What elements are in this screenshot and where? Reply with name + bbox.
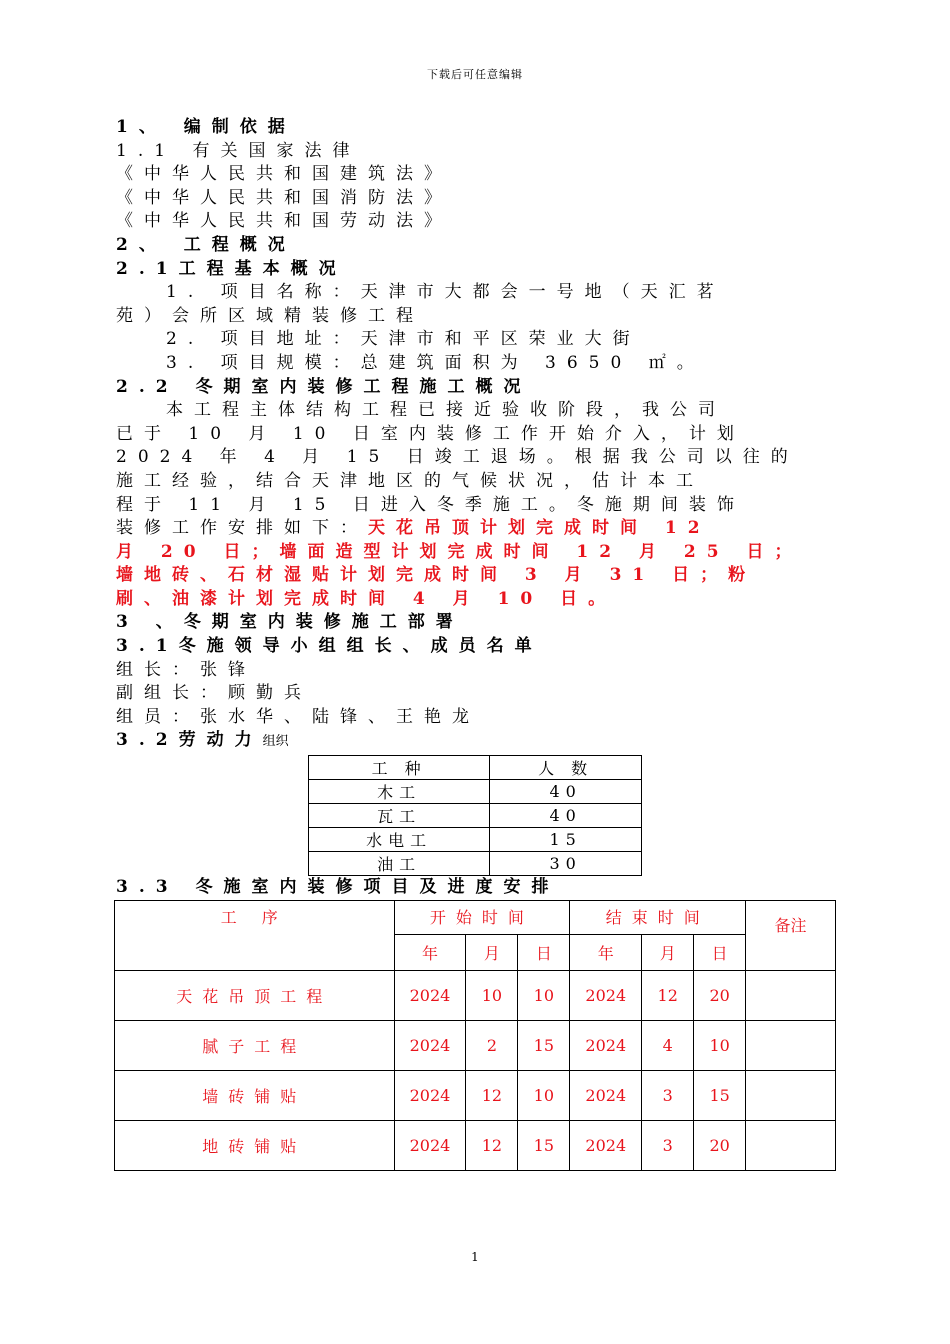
section-3-2-title: 3.2劳动力	[116, 730, 263, 751]
overview-paragraph-line-2: 已于 10 月 10 日室内装修工作开始介入，计划	[116, 423, 745, 444]
schedule-note	[746, 1021, 836, 1071]
schedule-header-start: 开始时间	[394, 901, 570, 935]
table-row	[309, 828, 642, 852]
schedule-end-month: 3	[642, 1071, 694, 1121]
table-row	[309, 780, 642, 804]
table-row	[309, 852, 642, 876]
schedule-end-year: 2024	[570, 1121, 642, 1171]
section-3-3-heading: 3.3 冬施室内装修项目及进度安排	[116, 877, 560, 897]
project-name-line-1: 1. 项目名称：天津市大都会一号地（天汇茗	[166, 282, 725, 303]
schedule-note	[746, 971, 836, 1021]
project-address: 2. 项目地址：天津市和平区荣业大街	[166, 329, 641, 350]
section-3-1-heading: 3.1冬施领导小组组长、成员名单	[116, 636, 543, 657]
overview-paragraph-line-5: 程于 11 月 15 日进入冬季施工。冬施期间装饰	[116, 494, 745, 515]
table-row	[115, 1021, 836, 1071]
labor-table-header	[309, 756, 642, 780]
schedule-end-year: 2024	[570, 971, 642, 1021]
schedule-highlight-3: 墙地砖、石材湿贴计划完成时间 3 月 31 日；粉	[116, 565, 757, 586]
law-labor: 《中华人民共和国劳动法》	[116, 211, 452, 232]
schedule-sub-month: 月	[466, 935, 518, 971]
table-row	[115, 1071, 836, 1121]
schedule-end-month: 4	[642, 1021, 694, 1071]
schedule-start-month: 12	[466, 1071, 518, 1121]
schedule-end-day: 15	[694, 1071, 746, 1121]
schedule-end-day: 10	[694, 1021, 746, 1071]
schedule-end-year: 2024	[570, 1021, 642, 1071]
schedule-header-task: 工 序	[115, 901, 395, 971]
labor-count: 40	[490, 804, 642, 828]
schedule-start-month: 12	[466, 1121, 518, 1171]
labor-header-trade: 工 种	[309, 756, 490, 780]
schedule-start-month: 2	[466, 1021, 518, 1071]
overview-paragraph-line-4: 施工经验，结合天津地区的气候状况，估计本工	[116, 470, 704, 491]
schedule-note	[746, 1121, 836, 1171]
law-fire: 《中华人民共和国消防法》	[116, 187, 452, 208]
labor-count: 15	[490, 828, 642, 852]
page-number: 1	[471, 1250, 479, 1264]
overview-paragraph-line-6	[116, 517, 836, 541]
page-header-note: 下载后可任意编辑	[427, 68, 523, 81]
schedule-highlight-1: 天花吊顶计划完成时间 12	[368, 518, 711, 539]
schedule-start-year: 2024	[394, 1121, 466, 1171]
schedule-start-year: 2024	[394, 971, 466, 1021]
schedule-sub-year: 年	[394, 935, 466, 971]
labor-trade: 木工	[309, 780, 490, 804]
section-1-heading: 1、 编制依据	[116, 117, 296, 137]
labor-table	[308, 755, 642, 876]
schedule-highlight-4: 刷、油漆计划完成时间 4 月 10 日。	[116, 588, 617, 609]
schedule-sub-day: 日	[694, 935, 746, 971]
schedule-highlight-2: 月 20 日；墙面造型计划完成时间 12 月 25 日；	[116, 541, 803, 562]
section-2-heading: 2、 工程概况	[116, 234, 296, 255]
law-construction: 《中华人民共和国建筑法》	[116, 164, 452, 185]
schedule-table	[114, 900, 836, 1171]
schedule-end-day: 20	[694, 1121, 746, 1171]
schedule-header-note: 备注	[746, 901, 836, 971]
team-vice-leader: 副组长：顾勤兵	[116, 683, 312, 704]
team-leader: 组长：张锋	[116, 659, 256, 680]
schedule-note	[746, 1071, 836, 1121]
section-3-heading: 3 、冬期室内装修施工部署	[116, 612, 464, 633]
team-members: 组员：张水华、陆锋、王艳龙	[116, 706, 480, 727]
section-1-1-heading: 1.1 有关国家法律	[116, 140, 361, 161]
schedule-sub-year: 年	[570, 935, 642, 971]
schedule-start-day: 10	[518, 1071, 570, 1121]
labor-trade: 瓦工	[309, 804, 490, 828]
project-name-line-2: 苑）会所区域精装修工程	[116, 305, 424, 326]
schedule-task: 腻子工程	[115, 1021, 395, 1071]
schedule-start-day: 15	[518, 1021, 570, 1071]
schedule-task: 天花吊顶工程	[115, 971, 395, 1021]
schedule-end-year: 2024	[570, 1071, 642, 1121]
schedule-sub-day: 日	[518, 935, 570, 971]
section-2-2-heading: 2.2 冬期室内装修工程施工概况	[116, 376, 532, 397]
schedule-task: 墙砖铺贴	[115, 1071, 395, 1121]
labor-trade: 油工	[309, 852, 490, 876]
schedule-header-end: 结束时间	[570, 901, 746, 935]
schedule-end-month: 3	[642, 1121, 694, 1171]
schedule-intro-text: 装修工作安排如下：	[116, 518, 368, 539]
overview-paragraph-line-1: 本工程主体结构工程已接近验收阶段，我公司	[166, 400, 726, 421]
schedule-start-year: 2024	[394, 1071, 466, 1121]
schedule-start-day: 10	[518, 971, 570, 1021]
table-row	[115, 971, 836, 1021]
table-row	[309, 804, 642, 828]
labor-count: 40	[490, 780, 642, 804]
schedule-header-row	[115, 901, 836, 935]
labor-count: 30	[490, 852, 642, 876]
schedule-task: 地砖铺贴	[115, 1121, 395, 1171]
project-scale: 3. 项目规模：总建筑面积为 3650 ㎡。	[166, 352, 705, 373]
table-row	[115, 1121, 836, 1171]
schedule-start-month: 10	[466, 971, 518, 1021]
labor-header-count: 人 数	[490, 756, 642, 780]
document-body	[116, 116, 836, 753]
schedule-start-year: 2024	[394, 1021, 466, 1071]
section-2-1-heading: 2.1工程基本概况	[116, 258, 347, 279]
schedule-end-day: 20	[694, 971, 746, 1021]
section-3-2-heading	[116, 729, 836, 753]
schedule-start-day: 15	[518, 1121, 570, 1171]
section-3-2-suffix: 组织	[262, 734, 289, 750]
schedule-end-month: 12	[642, 971, 694, 1021]
overview-paragraph-line-3: 2024 年 4 月 15 日竣工退场。根据我公司以往的	[116, 447, 799, 468]
schedule-sub-month: 月	[642, 935, 694, 971]
labor-trade: 水电工	[309, 828, 490, 852]
